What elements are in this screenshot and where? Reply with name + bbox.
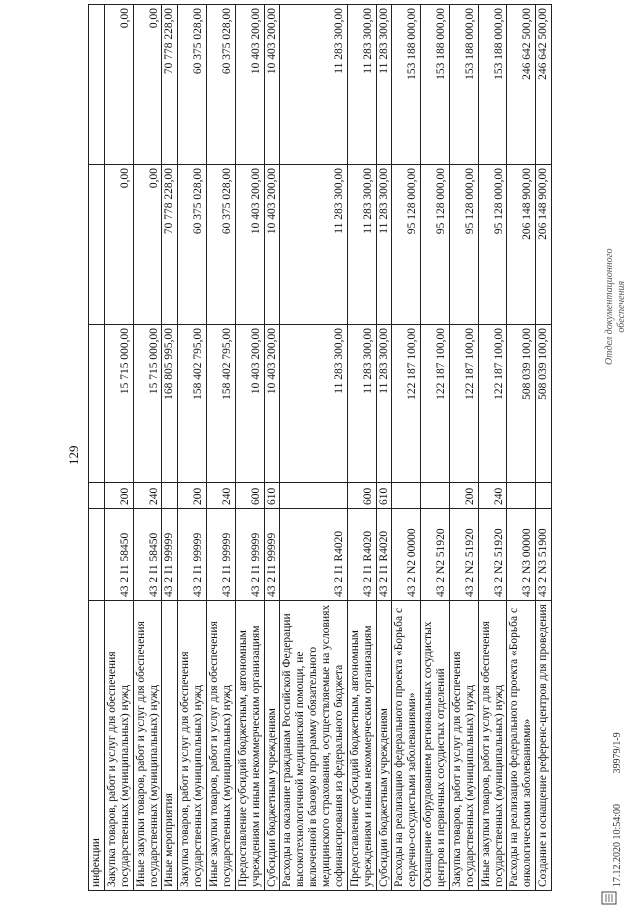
row-code-cell: 43 2 I1 99999 (235, 509, 264, 601)
row-code-cell: 43 2 I1 58450 (133, 509, 162, 601)
row-vr-cell (507, 483, 536, 509)
row-value-1-cell: 122 187 100,00 (421, 325, 450, 483)
row-value-1-cell: 508 039 100,00 (536, 325, 552, 483)
row-vr-cell (536, 483, 552, 509)
row-vr-cell: 600 (235, 483, 264, 509)
row-code-cell: 43 2 I1 99999 (178, 509, 207, 601)
row-value-2-cell: 11 283 300,00 (376, 165, 392, 325)
row-vr-cell (392, 483, 421, 509)
row-value-3-cell: 60 375 028,00 (207, 5, 236, 165)
row-vr-cell: 200 (178, 483, 207, 509)
table-row (507, 5, 536, 891)
row-value-1-cell: 11 283 300,00 (376, 325, 392, 483)
row-value-1-cell: 122 187 100,00 (449, 325, 478, 483)
row-vr-cell: 200 (104, 483, 133, 509)
table-row (235, 5, 264, 891)
row-code-cell: 43 2 N3 00000 (507, 509, 536, 601)
table-row (207, 5, 236, 891)
row-value-2-cell: 95 128 000,00 (421, 165, 450, 325)
row-value-1-cell: 15 715 000,00 (104, 325, 133, 483)
row-code-cell: 43 2 I1 99999 (207, 509, 236, 601)
budget-table (88, 4, 552, 891)
department-stamp (604, 248, 627, 365)
row-value-1-cell: 158 402 795,00 (178, 325, 207, 483)
row-code-cell: 43 2 I1 99999 (162, 509, 178, 601)
table-row (536, 5, 552, 891)
row-name-cell: Расходы на реализацию федерального проекта «Борьба с онкологическими заболеваниями» (507, 601, 536, 891)
row-value-2-cell: 60 375 028,00 (178, 165, 207, 325)
table-row (478, 5, 507, 891)
row-name-cell: Иные закупки товаров, работ и услуг для обеспечения государственных (муниципальных) нужд (133, 601, 162, 891)
row-code-cell: 43 2 N2 00000 (392, 509, 421, 601)
table-row (280, 5, 347, 891)
row-value-2-cell: 95 128 000,00 (478, 165, 507, 325)
row-value-1-cell: 15 715 000,00 (133, 325, 162, 483)
row-name-cell: Закупка товаров, работ и услуг для обеспечения государственных (муниципальных) нужд (449, 601, 478, 891)
row-code-cell: 43 2 N3 51900 (536, 509, 552, 601)
row-vr-cell: 200 (449, 483, 478, 509)
row-value-1-cell: 10 403 200,00 (264, 325, 280, 483)
row-value-2-cell: 95 128 000,00 (392, 165, 421, 325)
table-row (376, 5, 392, 891)
row-value-2-cell: 11 283 300,00 (347, 165, 376, 325)
row-name-cell: Создание и оснащение референс-центров для проведения (536, 601, 552, 891)
row-code-cell: 43 2 I1 R4020 (280, 509, 347, 601)
row-value-3-cell (89, 5, 105, 165)
row-code-cell (89, 509, 105, 601)
row-code-cell: 43 2 I1 R4020 (347, 509, 376, 601)
row-name-cell: Закупка товаров, работ и услуг для обеспечения государственных (муниципальных) нужд (104, 601, 133, 891)
row-vr-cell (162, 483, 178, 509)
row-value-1-cell: 10 403 200,00 (235, 325, 264, 483)
row-value-2-cell: 206 148 900,00 (536, 165, 552, 325)
row-vr-cell: 240 (207, 483, 236, 509)
row-value-2-cell: 70 778 228,00 (162, 165, 178, 325)
row-code-cell: 43 2 N2 51920 (449, 509, 478, 601)
row-value-3-cell: 70 778 228,00 (162, 5, 178, 165)
table-row (133, 5, 162, 891)
row-vr-cell: 610 (376, 483, 392, 509)
row-vr-cell: 240 (133, 483, 162, 509)
row-value-1-cell (89, 325, 105, 483)
row-value-2-cell (89, 165, 105, 325)
table-row (264, 5, 280, 891)
row-value-3-cell: 246 642 500,00 (536, 5, 552, 165)
row-code-cell: 43 2 N2 51920 (421, 509, 450, 601)
row-value-3-cell: 10 403 200,00 (264, 5, 280, 165)
table-row (449, 5, 478, 891)
row-vr-cell: 610 (264, 483, 280, 509)
row-value-2-cell: 10 403 200,00 (235, 165, 264, 325)
row-value-2-cell: 10 403 200,00 (264, 165, 280, 325)
row-value-3-cell: 11 283 300,00 (376, 5, 392, 165)
row-value-3-cell: 153 188 000,00 (449, 5, 478, 165)
row-value-1-cell: 11 283 300,00 (280, 325, 347, 483)
row-value-3-cell: 246 642 500,00 (507, 5, 536, 165)
row-value-2-cell: 0,00 (133, 165, 162, 325)
document-logo-icon (598, 891, 620, 905)
row-vr-cell (280, 483, 347, 509)
row-value-1-cell: 11 283 300,00 (347, 325, 376, 483)
stamp-line-1: Отдел документационного (604, 248, 615, 365)
table-row (104, 5, 133, 891)
row-code-cell: 43 2 I1 99999 (264, 509, 280, 601)
row-value-3-cell: 0,00 (104, 5, 133, 165)
row-vr-cell: 600 (347, 483, 376, 509)
row-name-cell: Расходы на реализацию федерального проекта «Борьба с сердечно-сосудистыми заболеваниями» (392, 601, 421, 891)
row-name-cell: Субсидии бюджетным учреждениям (376, 601, 392, 891)
row-value-1-cell: 168 805 995,00 (162, 325, 178, 483)
row-value-2-cell: 60 375 028,00 (207, 165, 236, 325)
row-value-3-cell: 60 375 028,00 (178, 5, 207, 165)
row-value-3-cell: 0,00 (133, 5, 162, 165)
row-value-1-cell: 122 187 100,00 (478, 325, 507, 483)
row-value-1-cell: 158 402 795,00 (207, 325, 236, 483)
row-value-1-cell: 122 187 100,00 (392, 325, 421, 483)
row-vr-cell (421, 483, 450, 509)
row-name-cell: Предоставление субсидий бюджетным, автономным учреждениям и иным некоммерческим организациям (235, 601, 264, 891)
table-row (162, 5, 178, 891)
row-name-cell: инфекции (89, 601, 105, 891)
row-name-cell: Иные закупки товаров, работ и услуг для обеспечения государственных (муниципальных) нужд (207, 601, 236, 891)
table-row (421, 5, 450, 891)
row-vr-cell (89, 483, 105, 509)
budget-table-body (89, 5, 552, 891)
row-value-2-cell: 95 128 000,00 (449, 165, 478, 325)
table-row (347, 5, 376, 891)
row-vr-cell: 240 (478, 483, 507, 509)
row-value-2-cell: 11 283 300,00 (280, 165, 347, 325)
row-value-2-cell: 0,00 (104, 165, 133, 325)
row-value-3-cell: 153 188 000,00 (421, 5, 450, 165)
row-name-cell: Оснащение оборудованием региональных сосудистых центров и первичных сосудистых отделений (421, 601, 450, 891)
table-row (178, 5, 207, 891)
table-row (89, 5, 105, 891)
row-name-cell: Закупка товаров, работ и услуг для обеспечения государственных (муниципальных) нужд (178, 601, 207, 891)
row-value-1-cell: 508 039 100,00 (507, 325, 536, 483)
row-name-cell: Расходы на оказание гражданам Российской Федерации высокотехнологичной медицинской помощи, не включенной в базовую программу обязательного медицинского страхования, осуществляемые на условиях софинансирования из федерального бюджета (280, 601, 347, 891)
row-value-3-cell: 153 188 000,00 (478, 5, 507, 165)
row-value-3-cell: 11 283 300,00 (347, 5, 376, 165)
table-row (392, 5, 421, 891)
page-number: 129 (66, 445, 81, 465)
row-value-2-cell: 206 148 900,00 (507, 165, 536, 325)
footer-file-id: 39979/1-9 (612, 732, 623, 774)
row-value-3-cell: 153 188 000,00 (392, 5, 421, 165)
row-code-cell: 43 2 I1 R4020 (376, 509, 392, 601)
row-name-cell: Иные закупки товаров, работ и услуг для обеспечения государственных (муниципальных) нужд (478, 601, 507, 891)
footer-timestamp: 17.12.2020 10:54:00 (612, 803, 623, 887)
row-value-3-cell: 11 283 300,00 (280, 5, 347, 165)
document-footer (612, 732, 623, 887)
row-code-cell: 43 2 I1 58450 (104, 509, 133, 601)
row-value-3-cell: 10 403 200,00 (235, 5, 264, 165)
row-name-cell: Иные мероприятия (162, 601, 178, 891)
row-code-cell: 43 2 N2 51920 (478, 509, 507, 601)
stamp-line-2: обеспечения (615, 280, 627, 333)
row-name-cell: Субсидии бюджетным учреждениям (264, 601, 280, 891)
row-name-cell: Предоставление субсидий бюджетным, автономным учреждениям и иным некоммерческим организациям (347, 601, 376, 891)
